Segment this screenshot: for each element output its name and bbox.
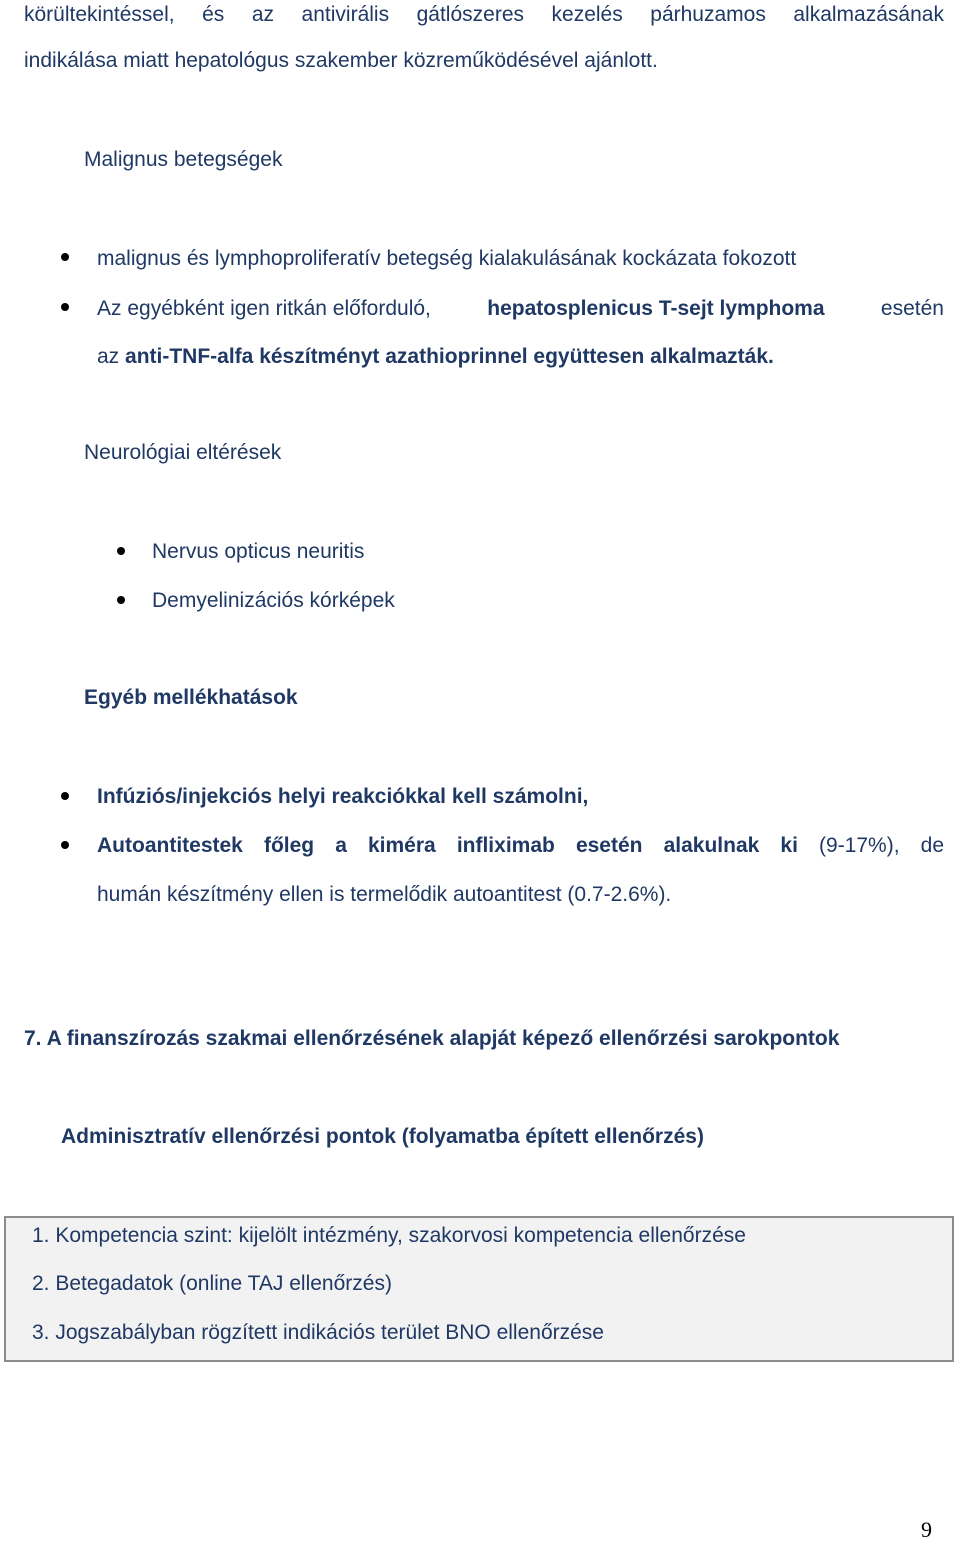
bullet-icon [61, 792, 69, 800]
egyeb-item-2-line-1 [97, 834, 944, 858]
egyeb-item-2-line-2: humán készítmény ellen is termelődik autoantitest (0.7-2.6%). [97, 883, 672, 906]
bullet-icon [117, 596, 125, 604]
checkpoint-item: 2. Betegadatok (online TAJ ellenőrzés) [32, 1272, 392, 1295]
malignus-item-2-text: az [97, 345, 120, 368]
malignus-item-2-line-1 [97, 297, 944, 321]
egyeb-word: ki [780, 834, 798, 857]
egyeb-word: kiméra [368, 834, 436, 857]
checkpoint-item: 3. Jogszabályban rögzített indikációs terület BNO ellenőrzése [32, 1321, 604, 1344]
neuro-item: Nervus opticus neuritis [152, 540, 365, 563]
checkpoint-item: 1. Kompetencia szint: kijelölt intézmény, szakorvosi kompetencia ellenőrzése [32, 1224, 746, 1247]
intro-word: gátlószeres [416, 3, 524, 26]
malignus-item-2-emphasis: anti-TNF-alfa készítményt azathioprinnel együttesen alkalmazták. [125, 345, 774, 368]
intro-word: alkalmazásának [793, 3, 944, 26]
malignus-item-2-line-2 [97, 345, 774, 369]
neuro-item: Demyelinizációs kórképek [152, 589, 395, 612]
egyeb-word: Autoantitestek [97, 834, 243, 857]
malignus-item-2-text: esetén [880, 297, 944, 320]
bullet-icon [61, 253, 69, 261]
section-7-title: 7. A finanszírozás szakmai ellenőrzésének alapját képező ellenőrzési sarokpontok [24, 1027, 840, 1050]
egyeb-word: alakulnak [663, 834, 760, 857]
malignus-item-2-emphasis: hepatosplenicus T-sejt lymphoma [487, 297, 825, 320]
intro-word: körültekintéssel, [24, 3, 175, 26]
egyeb-word: infliximab [456, 834, 555, 857]
malignus-heading: Malignus betegségek [84, 148, 283, 171]
egyeb-heading: Egyéb mellékhatások [84, 686, 298, 709]
bullet-icon [61, 303, 69, 311]
intro-word: antivirális [301, 3, 390, 26]
intro-word: párhuzamos [650, 3, 766, 26]
checkpoint-box [4, 1216, 954, 1362]
bullet-icon [61, 841, 69, 849]
egyeb-word: a [335, 834, 347, 857]
malignus-item-2-text: Az egyébként igen ritkán előforduló, [97, 297, 431, 320]
malignus-item-1: malignus és lymphoproliferatív betegség kialakulásának kockázata fokozott [97, 247, 797, 270]
intro-word: kezelés [551, 3, 623, 26]
egyeb-word: esetén [575, 834, 643, 857]
section-7-subtitle: Adminisztratív ellenőrzési pontok (folyamatba épített ellenőrzés) [61, 1125, 704, 1148]
neuro-heading: Neurológiai eltérések [84, 441, 282, 464]
intro-line-1 [24, 3, 944, 27]
intro-word: és [202, 3, 225, 26]
page-number: 9 [921, 1517, 932, 1542]
egyeb-word: főleg [263, 834, 315, 857]
intro-line-2: indikálása miatt hepatológus szakember közreműködésével ajánlott. [24, 49, 658, 72]
egyeb-item-1: Infúziós/injekciós helyi reakciókkal kell számolni, [97, 785, 589, 808]
bullet-icon [117, 547, 125, 555]
egyeb-word: (9-17%), [819, 834, 900, 857]
intro-word: az [251, 3, 275, 26]
egyeb-word: de [920, 834, 944, 857]
